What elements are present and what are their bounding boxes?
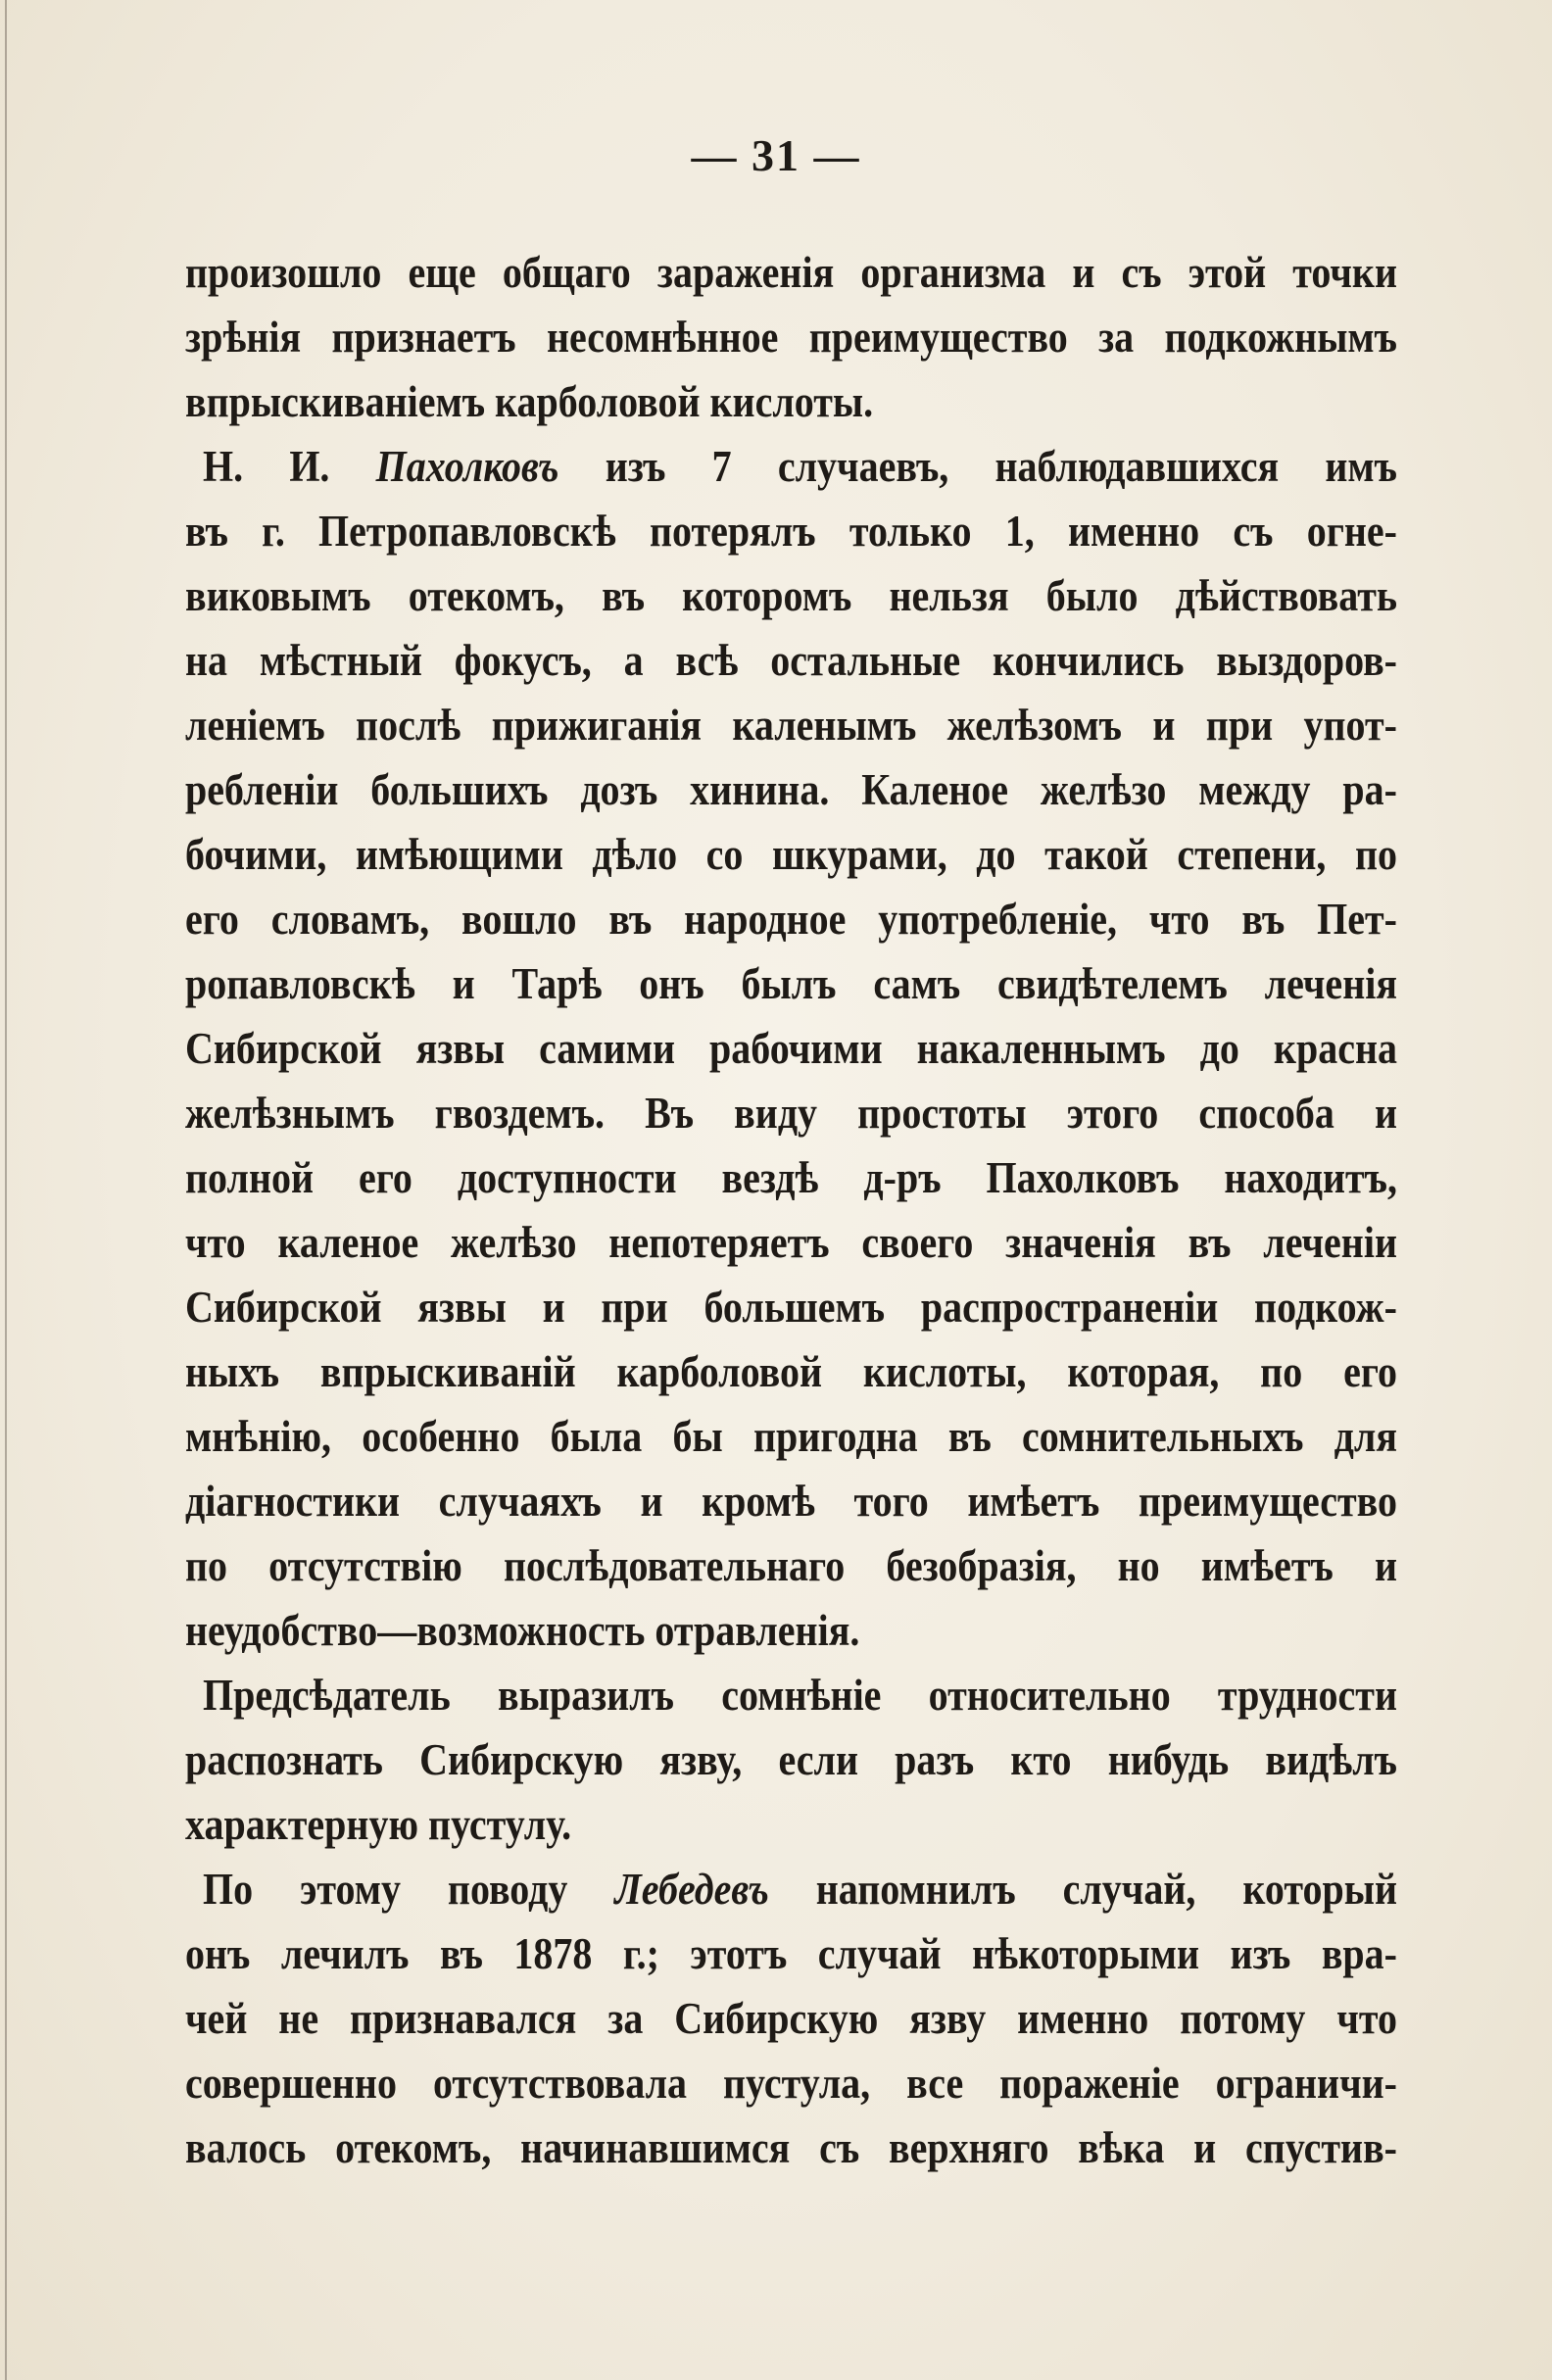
text-line: зрѣнія признаетъ несомнѣнное преимущество за подкожнымъ	[185, 311, 1397, 363]
paragraph-1	[185, 240, 1397, 434]
text-line: совершенно отсутствовала пустула, все пораженіе ограничи-	[185, 2057, 1397, 2109]
paragraph-4	[185, 1857, 1397, 2180]
text-line: по отсутствію послѣдовательнаго безобразія, но имѣетъ и	[185, 1539, 1397, 1591]
text-segment: Н. И.	[203, 440, 376, 492]
text-line: Предсѣдатель выразилъ сомнѣніе относительно трудности	[203, 1669, 1397, 1721]
text-segment: По этому поводу	[203, 1863, 615, 1915]
text-line: мнѣнію, особенно была бы пригодна въ сомнительныхъ для	[185, 1410, 1397, 1462]
text-line: валось отекомъ, начинавшимся съ верхняго вѣка и спустив-	[185, 2121, 1397, 2173]
author-name-italic: Пахолковъ	[375, 440, 559, 492]
text-line: полной его доступности вездѣ д-ръ Пахолковъ находитъ,	[185, 1151, 1397, 1203]
text-line: діагностики случаяхъ и кромѣ того имѣетъ преимущество	[185, 1475, 1397, 1527]
paragraph-3	[185, 1663, 1397, 1857]
author-name-italic: Лебедевъ	[614, 1863, 769, 1915]
text-line	[185, 1852, 1397, 1926]
text-line: произошло еще общаго зараженія организма и съ этой точки	[185, 246, 1397, 298]
page-number: — 31 —	[691, 130, 861, 180]
text-line	[185, 429, 1397, 504]
text-line: его словамъ, вошло въ народное употребленіе, что въ Пет-	[185, 893, 1397, 945]
text-line: Сибирской язвы и при большемъ распространеніи подкож-	[185, 1281, 1397, 1333]
text-line: что каленое желѣзо непотеряетъ своего значенія въ леченіи	[185, 1216, 1397, 1268]
text-line: бочими, имѣющими дѣло со шкурами, до такой степени, по	[185, 828, 1397, 880]
text-line: ропавловскѣ и Тарѣ онъ былъ самъ свидѣтелемъ леченія	[185, 957, 1397, 1009]
text-line: характерную пустулу.	[185, 1798, 572, 1850]
text-line: ныхъ впрыскиваній карболовой кислоты, которая, по его	[185, 1345, 1397, 1397]
scan-edge-line	[5, 0, 7, 2380]
text-line: въ г. Петропавловскѣ потерялъ только 1, именно съ огне-	[185, 505, 1397, 557]
paragraph-2	[185, 434, 1397, 1663]
text-line: желѣзнымъ гвоздемъ. Въ виду простоты этого способа и	[185, 1087, 1397, 1139]
text-line: на мѣстный фокусъ, а всѣ остальные кончились выздоров-	[185, 634, 1397, 686]
text-line: ребленіи большихъ дозъ хинина. Каленое желѣзо между ра-	[185, 763, 1397, 815]
text-line: Сибирской язвы самими рабочими накаленнымъ до красна	[185, 1022, 1397, 1074]
text-block	[185, 240, 1397, 2180]
text-line: виковымъ отекомъ, въ которомъ нельзя было дѣйствовать	[185, 569, 1397, 621]
text-line: впрыскиваніемъ карболовой кислоты.	[185, 375, 874, 427]
text-line: чей не признавался за Сибирскую язву именно потому что	[185, 1992, 1397, 2044]
text-segment: напомнилъ случай, который	[768, 1863, 1397, 1915]
text-line: онъ лечилъ въ 1878 г.; этотъ случай нѣкоторыми изъ вра-	[185, 1927, 1397, 1979]
text-line: леніемъ послѣ прижиганія каленымъ желѣзомъ и при упот-	[185, 699, 1397, 751]
text-line: распознать Сибирскую язву, если разъ кто нибудь видѣлъ	[185, 1733, 1397, 1785]
text-segment: изъ 7 случаевъ, наблюдавшихся имъ	[558, 440, 1397, 492]
text-line: неудобство—возможность отравленія.	[185, 1604, 860, 1656]
